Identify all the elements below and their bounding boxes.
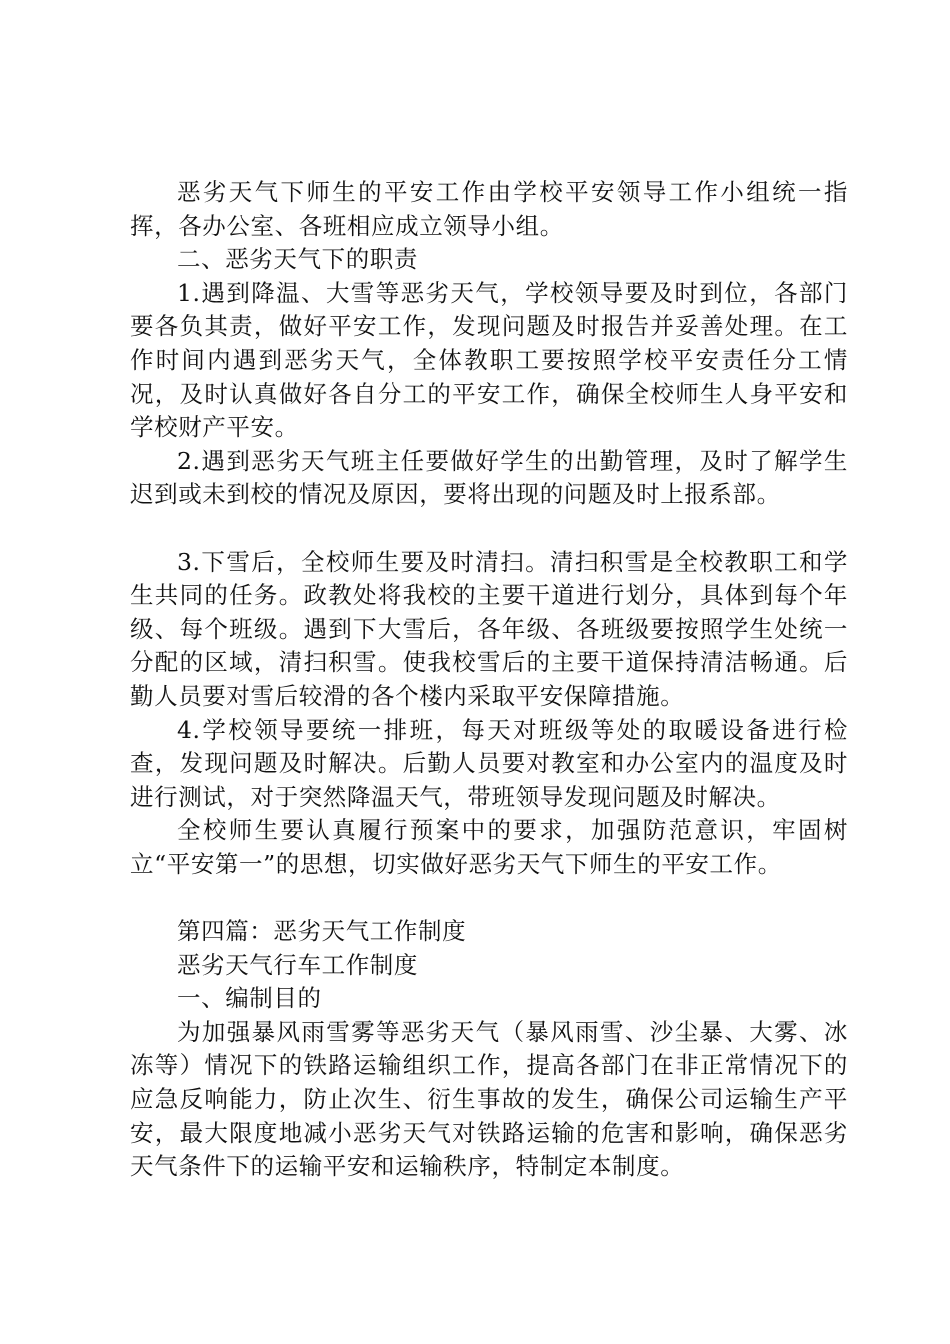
- paragraph-purpose: 为加强暴风雨雪雾等恶劣天气（暴风雨雪、沙尘暴、大雾、冰冻等）情况下的铁路运输组织工作，提高各部门在非正常情况下的应急反响能力，防止次生、衍生事故的发生，确保公司运输生产平安，最大限度地减小恶劣天气对铁路运输的危害和影响，确保恶劣天气条件下的运输平安和运输秩序，特制定本制度。: [130, 1017, 848, 1181]
- document-title: 恶劣天气行车工作制度: [177, 950, 418, 979]
- paragraph-leadership: 恶劣天气下师生的平安工作由学校平安领导工作小组统一指挥，各办公室、各班相应成立领导小组。: [130, 178, 848, 240]
- paragraph-conclusion: 全校师生要认真履行预案中的要求，加强防范意识，牢固树立“平安第一”的思想，切实做好恶劣天气下师生的平安工作。: [130, 816, 848, 878]
- blank-line: [130, 512, 848, 546]
- section-heading-duties: 二、恶劣天气下的职责: [177, 245, 418, 274]
- paragraph-duty-3: 3.下雪后，全校师生要及时清扫。清扫积雪是全校教职工和学生共同的任务。政教处将我校的主要干道进行划分，具体到每个年级、每个班级。遇到下大雪后，各年级、各班级要按照学生处统一分配的区域，清扫积雪。使我校雪后的主要干道保持清洁畅通。后勤人员要对雪后较滑的各个楼内采取平安保障措施。: [130, 547, 848, 710]
- chapter-title: 第四篇：恶劣天气工作制度: [177, 917, 467, 946]
- document-body: [130, 176, 848, 1184]
- blank-line: [130, 881, 848, 915]
- paragraph-duty-2: 2.遇到恶劣天气班主任要做好学生的出勤管理，及时了解学生迟到或未到校的情况及原因，要将出现的问题及时上报系部。: [130, 446, 848, 509]
- paragraph-duty-1: 1.遇到降温、大雪等恶劣天气，学校领导要及时到位，各部门要各负其责，做好平安工作，发现问题及时报告并妥善处理。在工作时间内遇到恶劣天气，全体教职工要按照学校平安责任分工情况，及时认真做好各自分工的平安工作，确保全校师生人身平安和学校财产平安。: [130, 278, 848, 442]
- section-heading-purpose: 一、编制目的: [177, 984, 322, 1013]
- paragraph-duty-4: 4.学校领导要统一排班，每天对班级等处的取暖设备进行检查，发现问题及时解决。后勤人员要对教室和办公室内的温度及时进行测试，对于突然降温天气，带班领导发现问题及时解决。: [130, 715, 848, 811]
